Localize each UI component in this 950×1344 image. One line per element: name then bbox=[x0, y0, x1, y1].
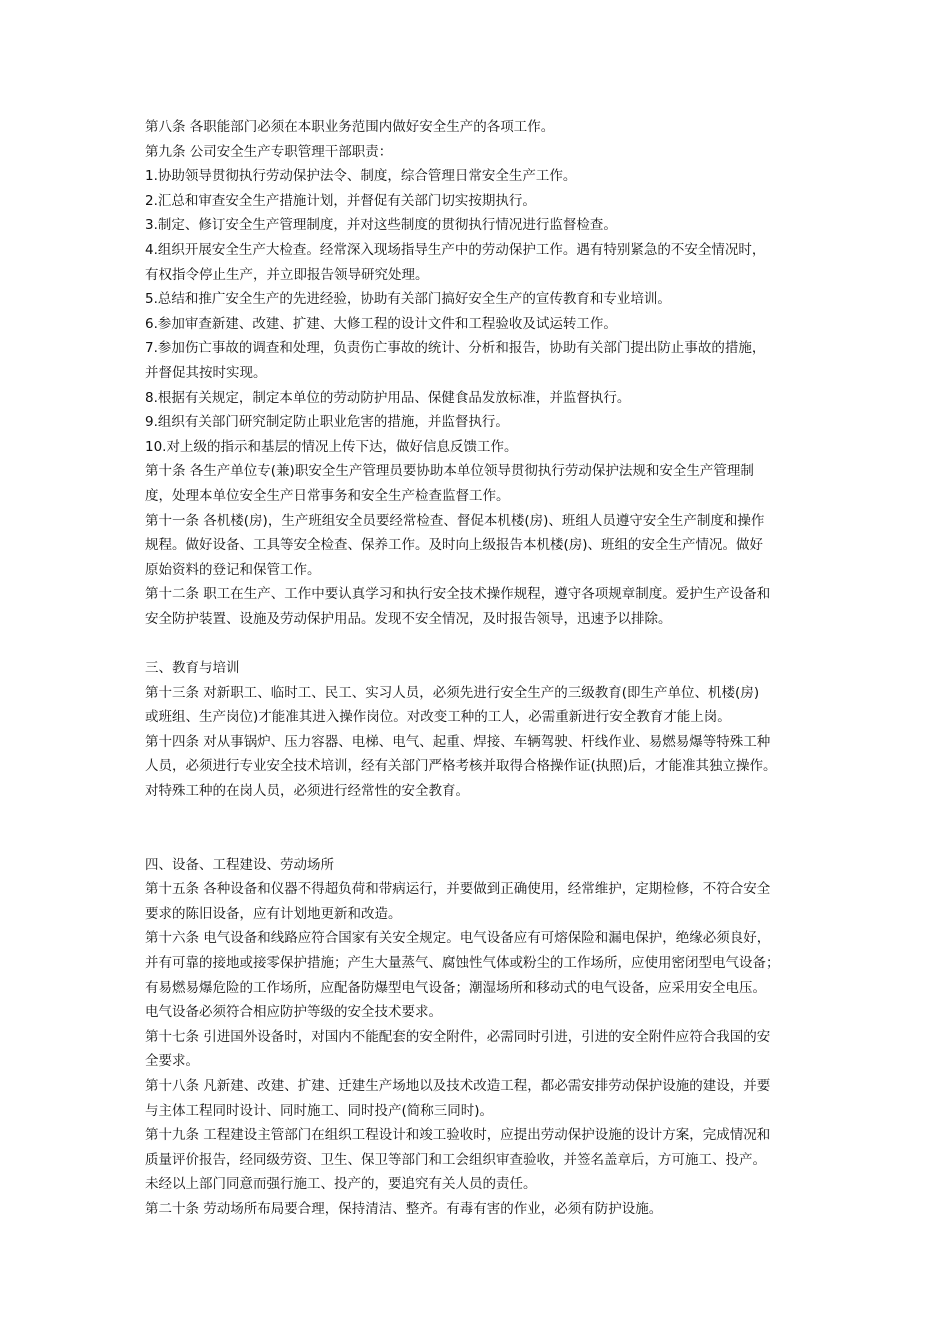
text-line: 1.协助领导贯彻执行劳动保护法令、制度，综合管理日常安全生产工作。 bbox=[145, 168, 577, 185]
text-line: 2.汇总和审查安全生产措施计划，并督促有关部门切实按期执行。 bbox=[145, 192, 536, 209]
text-line: 对特殊工种的在岗人员，必须进行经常性的安全教育。 bbox=[145, 783, 469, 800]
text-line: 四、设备、工程建设、劳动场所 bbox=[145, 856, 334, 873]
text-line: 第十一条 各机楼(房)，生产班组安全员要经常检查、督促本机楼(房)、班组人员遵守安全生产制度和操作 bbox=[145, 512, 765, 529]
text-line: 第十九条 工程建设主管部门在组织工程设计和竣工验收时，应提出劳动保护设施的设计方案，完成情况和 bbox=[145, 1127, 771, 1144]
section-spacer bbox=[145, 631, 815, 656]
text-line: 第十四条 对从事锅炉、压力容器、电梯、电气、起重、焊接、车辆驾驶、杆线作业、易燃易爆等特殊工种 bbox=[145, 733, 771, 750]
text-line: 安全防护装置、设施及劳动保护用品。发现不安全情况，及时报告领导，迅速予以排除。 bbox=[145, 610, 672, 627]
text-line: 6.参加审查新建、改建、扩建、大修工程的设计文件和工程验收及试运转工作。 bbox=[145, 315, 617, 332]
section-safety-duties bbox=[145, 115, 815, 631]
text-line: 第十二条 职工在生产、工作中要认真学习和执行安全技术操作规程，遵守各项规章制度。爱护生产设备和 bbox=[145, 586, 771, 603]
text-line: 要求的陈旧设备，应有计划地更新和改造。 bbox=[145, 905, 402, 922]
text-line: 4.组织开展安全生产大检查。经常深入现场指导生产中的劳动保护工作。遇有特别紧急的不安全情况时， bbox=[145, 241, 766, 258]
document-page bbox=[145, 115, 815, 1222]
text-line: 或班组、生产岗位)才能准其进入操作岗位。对改变工种的工人，必需重新进行安全教育才能上岗。 bbox=[145, 709, 731, 726]
text-line: 第十八条 凡新建、改建、扩建、迁建生产场地以及技术改造工程，都必需安排劳动保护设施的建设，并要 bbox=[145, 1077, 771, 1094]
section-education-training bbox=[145, 656, 815, 804]
section-equipment-construction bbox=[145, 853, 815, 1222]
text-line: 第九条 公司安全生产专职管理干部职责： bbox=[145, 143, 393, 160]
section-spacer bbox=[145, 804, 815, 853]
text-line: 3.制定、修订安全生产管理制度，并对这些制度的贯彻执行情况进行监督检查。 bbox=[145, 217, 617, 234]
text-line: 8.根据有关规定，制定本单位的劳动防护用品、保健食品发放标准，并监督执行。 bbox=[145, 389, 631, 406]
text-line: 人员，必须进行专业安全技术培训，经有关部门严格考核并取得合格操作证(执照)后，才能准其独立操作。 bbox=[145, 758, 777, 775]
text-line: 并督促其按时实现。 bbox=[145, 364, 267, 381]
text-line: 第十六条 电气设备和线路应符合国家有关安全规定。电气设备应有可熔保险和漏电保护，绝缘必须良好， bbox=[145, 930, 771, 947]
text-line: 第八条 各职能部门必须在本职业务范围内做好安全生产的各项工作。 bbox=[145, 119, 555, 135]
text-line: 9.组织有关部门研究制定防止职业危害的措施，并监督执行。 bbox=[145, 414, 509, 431]
text-line: 第十五条 各种设备和仪器不得超负荷和带病运行，并要做到正确使用，经常维护，定期检修，不符合安全 bbox=[145, 881, 771, 898]
text-line: 第十条 各生产单位专(兼)职安全生产管理员要协助本单位领导贯彻执行劳动保护法规和安全生产管理制 bbox=[145, 463, 754, 480]
text-line: 规程。做好设备、工具等安全检查、保养工作。及时向上级报告本机楼(房)、班组的安全生产情况。做好 bbox=[145, 537, 764, 554]
text-line: 第十七条 引进国外设备时，对国内不能配套的安全附件，必需同时引进，引进的安全附件应符合我国的安 bbox=[145, 1028, 771, 1045]
text-line: 10.对上级的指示和基层的情况上传下达，做好信息反馈工作。 bbox=[145, 438, 518, 455]
text-line: 电气设备必须符合相应防护等级的安全技术要求。 bbox=[145, 1004, 442, 1021]
text-line: 5.总结和推广安全生产的先进经验，协助有关部门搞好安全生产的宣传教育和专业培训。 bbox=[145, 291, 671, 308]
text-line: 与主体工程同时设计、同时施工、同时投产(简称三同时)。 bbox=[145, 1102, 494, 1119]
text-line: 并有可靠的接地或接零保护措施；产生大量蒸气、腐蚀性气体或粉尘的工作场所，应使用密闭型电气设备； bbox=[145, 955, 780, 971]
text-line: 第十三条 对新职工、临时工、民工、实习人员，必须先进行安全生产的三级教育(即生产单位、机楼(房) bbox=[145, 684, 760, 701]
text-line: 第二十条 劳动场所布局要合理，保持清洁、整齐。有毒有害的作业，必须有防护设施。 bbox=[145, 1200, 663, 1217]
text-line: 有权指令停止生产，并立即报告领导研究处理。 bbox=[145, 266, 429, 283]
text-line: 原始资料的登记和保管工作。 bbox=[145, 561, 321, 578]
text-line: 7.参加伤亡事故的调查和处理，负责伤亡事故的统计、分析和报告，协助有关部门提出防止事故的措施， bbox=[145, 340, 766, 357]
text-line: 未经以上部门同意而强行施工、投产的，要追究有关人员的责任。 bbox=[145, 1176, 537, 1193]
text-line: 全要求。 bbox=[145, 1053, 199, 1070]
text-line: 三、教育与培训 bbox=[145, 660, 240, 677]
text-line: 度，处理本单位安全生产日常事务和安全生产检查监督工作。 bbox=[145, 487, 510, 504]
text-line: 质量评价报告，经同级劳资、卫生、保卫等部门和工会组织审查验收，并签名盖章后，方可施工、投产。 bbox=[145, 1151, 766, 1168]
text-line: 有易燃易爆危险的工作场所，应配备防爆型电气设备；潮湿场所和移动式的电气设备，应采用安全电压。 bbox=[145, 979, 766, 996]
